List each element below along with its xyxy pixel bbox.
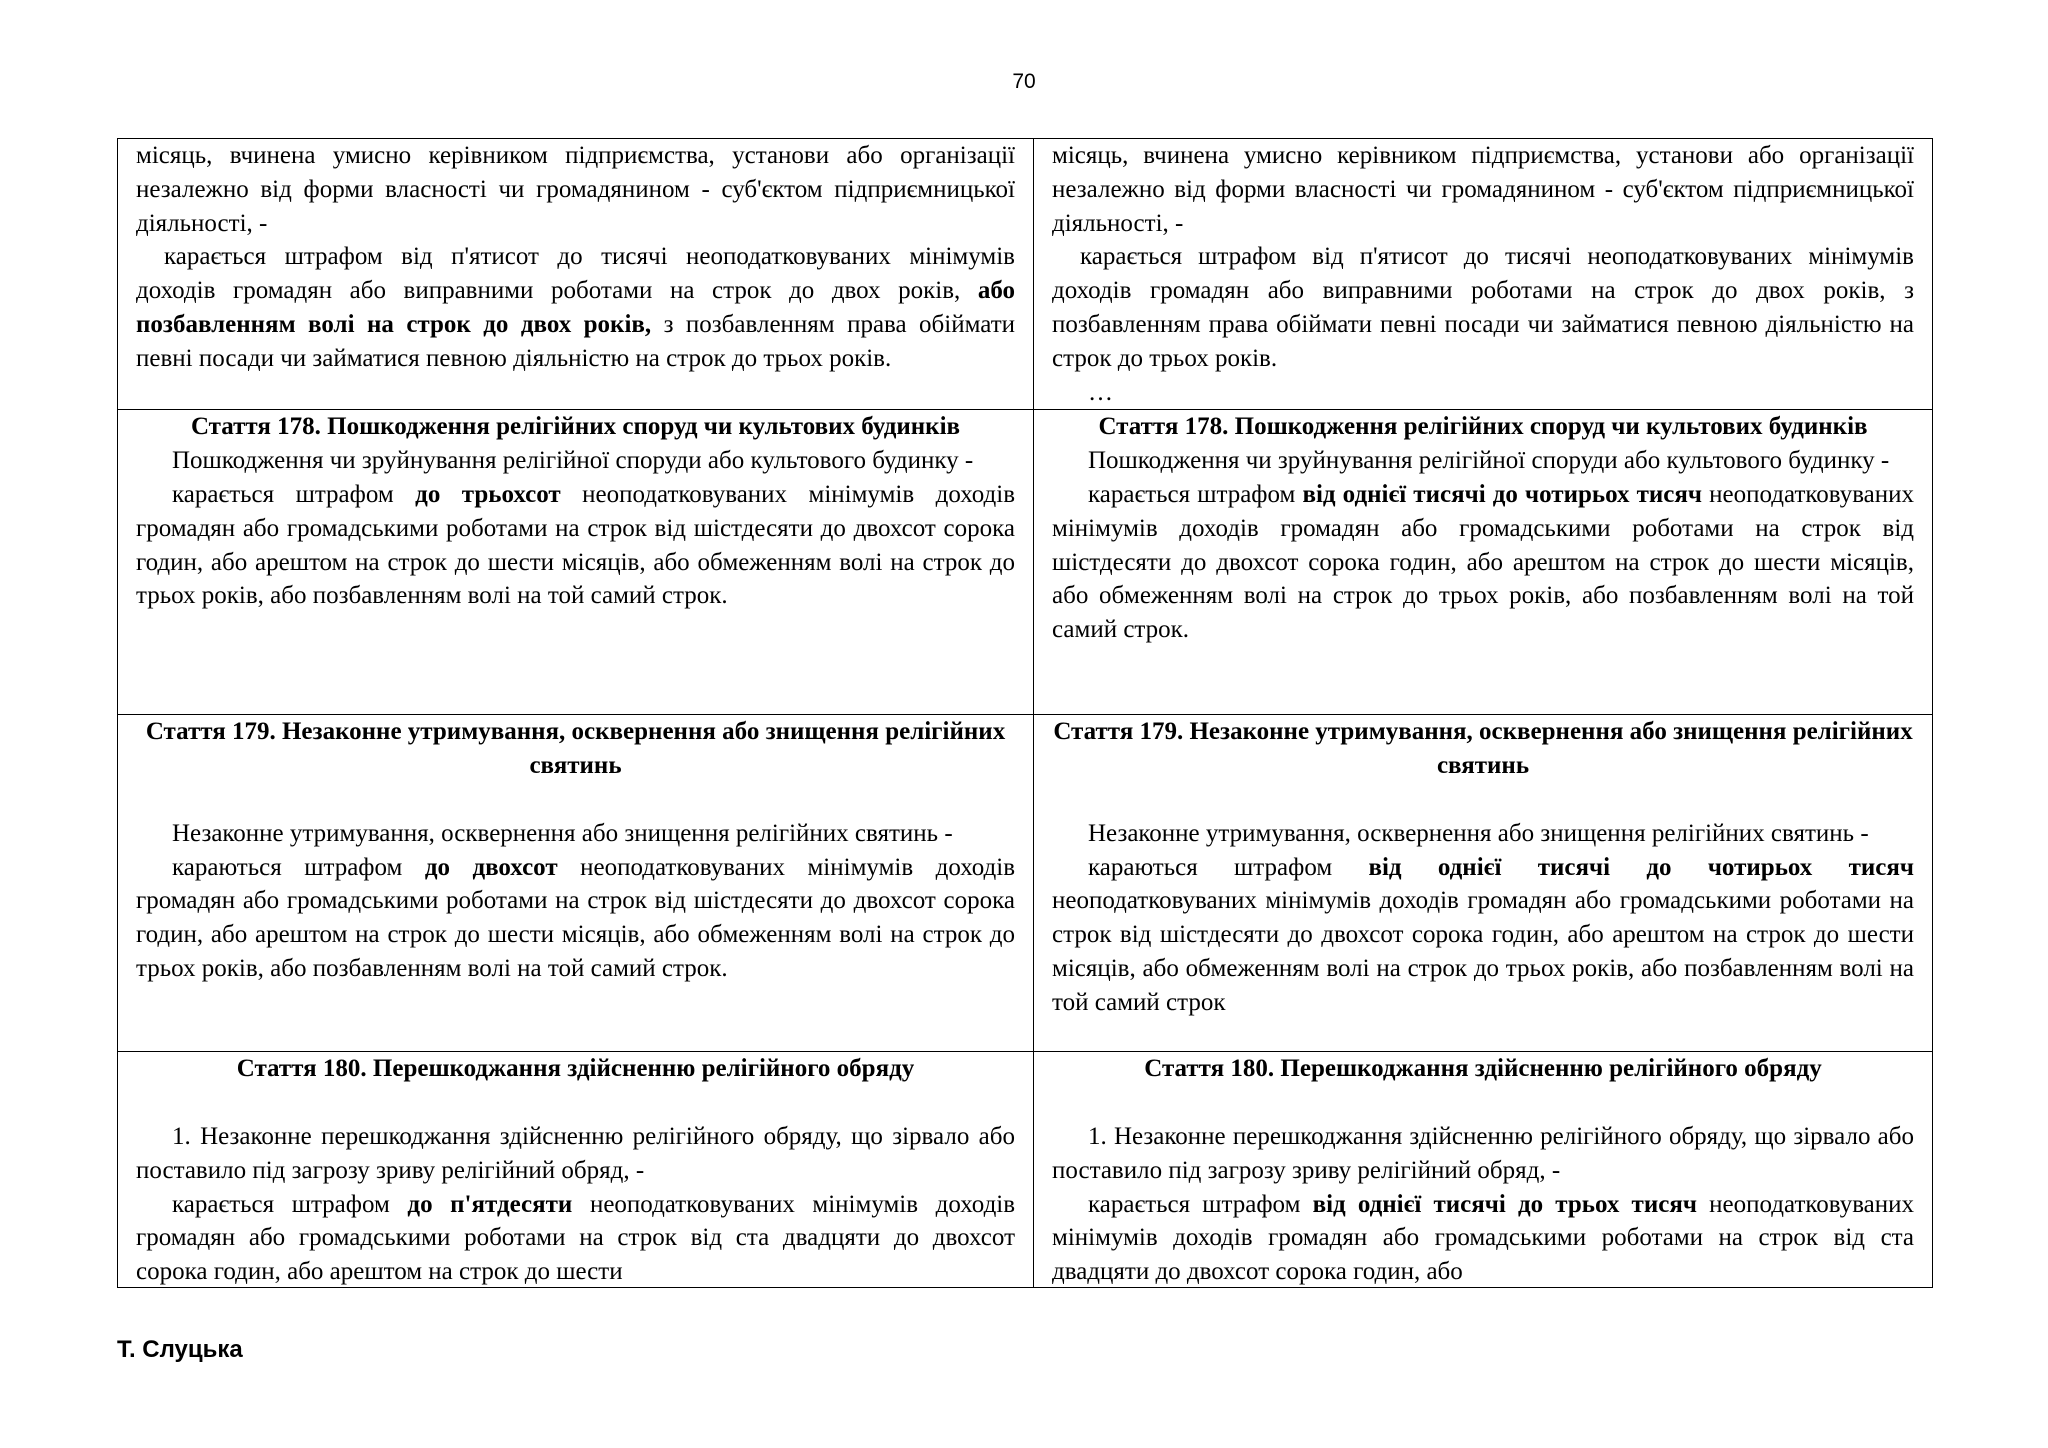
right-cell: [1034, 715, 1933, 1052]
text-run: неоподатковуваних мінімумів доходів громадян або громадськими роботами на строк від ста двадцяти до двохсот сорока годин, або арештом на строк до шести: [136, 1190, 1015, 1286]
bold-text: від однієї тисячі до трьох тисяч: [1312, 1190, 1697, 1218]
paragraph: Пошкодження чи зруйнування релігійної споруди або культового будинку -: [172, 447, 974, 475]
author-signature: Т. Слуцька: [117, 1336, 243, 1363]
text-run: неоподатковуваних мінімумів доходів громадян або громадськими роботами на строк від шістдесяти до двохсот сорока годин, або арештом на строк до шести місяців, або обмеженням волі на строк до трьох років, або позбавленням волі на той самий строк.: [136, 480, 1016, 610]
left-cell: [118, 139, 1034, 410]
spacer: [136, 783, 1015, 817]
spacer: [136, 1086, 1015, 1120]
left-cell: [118, 1052, 1034, 1288]
text-run: неоподатковуваних мінімумів доходів громадян або громадськими роботами на строк від шістдесяти до двохсот сорока годин, або арештом на строк до шести місяців, або обмеженням волі на строк до трьох років, або позбавленням волі на той самий строк: [1052, 887, 1914, 1016]
paragraph: [136, 1188, 1015, 1287]
text-run: неоподатковуваних мінімумів доходів громадян або громадськими роботами на строк від шістдесяти до двохсот сорока годин, або арештом на строк до шести місяців, або обмеженням волі на строк до трьох років, або позбавленням волі на той самий строк.: [136, 853, 1016, 982]
table-row: [118, 410, 1933, 715]
cell-clip: [136, 1052, 1015, 1286]
paragraph: карається штрафом від п'ятисот до тисячі неоподатковуваних мінімумів доходів громадян або виправними роботами на строк до двох років, з позбавленням права обіймати певні посади чи займатися певною діяльністю на строк до трьох років.: [1052, 243, 1914, 372]
paragraph: [136, 478, 1015, 613]
spacer: [1052, 783, 1914, 817]
paragraph: [136, 851, 1015, 986]
page-number: 70: [1012, 70, 1036, 93]
paragraph: [1052, 851, 1914, 1020]
article-title: Стаття 180. Перешкоджання здійсненню релігійного обряду: [1144, 1055, 1822, 1083]
left-cell: [118, 410, 1034, 715]
text-run: карається штрафом: [172, 1190, 390, 1218]
table-row: [118, 139, 1933, 410]
spacer: [1052, 1086, 1914, 1120]
article-title: Стаття 179. Незаконне утримування, осквернення або знищення релігійних святинь: [1053, 718, 1913, 780]
comparison-table: [117, 138, 1933, 1288]
article-title: Стаття 180. Перешкоджання здійсненню релігійного обряду: [236, 1055, 915, 1083]
article-title: Стаття 179. Незаконне утримування, осквернення або знищення релігійних святинь: [145, 718, 1006, 780]
paragraph: 1. Незаконне перешкоджання здійсненню релігійного обряду, що зірвало або поставило під загрозу зриву релігійний обряд, -: [136, 1122, 1015, 1184]
table-row: [118, 715, 1933, 1052]
paragraph: Пошкодження чи зруйнування релігійної споруди або культового будинку -: [1088, 447, 1890, 475]
bold-text: від однієї тисячі до чотирьох тисяч: [1368, 853, 1915, 881]
bold-text: до трьохсот: [415, 480, 561, 508]
text-run: неоподатковуваних мінімумів доходів громадян або громадськими роботами на строк від ста двадцяти до двохсот сорока годин, або: [1052, 1190, 1914, 1286]
paragraph: [1052, 478, 1914, 647]
paragraph: Незаконне утримування, осквернення або знищення релігійних святинь -: [172, 819, 953, 847]
article-title: Стаття 178. Пошкодження релігійних споруд чи культових будинків: [190, 413, 961, 441]
text-run: з позбавленням права обіймати певні посади чи займатися певною діяльністю на строк до трьох років.: [136, 310, 1016, 372]
text-run: карається штрафом: [1088, 480, 1296, 508]
paragraph: Незаконне утримування, осквернення або знищення релігійних святинь -: [1088, 819, 1869, 847]
bold-text: від однієї тисячі до чотирьох тисяч: [1302, 480, 1703, 508]
table-row: [118, 1052, 1933, 1288]
text-run: карається штрафом: [172, 480, 394, 508]
right-cell: [1034, 139, 1933, 410]
text-run: караються штрафом: [172, 853, 403, 881]
bold-text: до п'ятдесяти: [407, 1190, 573, 1218]
text-run: карається штрафом: [1088, 1190, 1301, 1218]
bold-text: або позбавленням волі на строк до двох років,: [136, 277, 1015, 338]
right-cell: [1034, 1052, 1933, 1288]
text-run: карається штрафом від п'ятисот до тисячі неоподатковуваних мінімумів доходів громадян або виправними роботами на строк до двох років,: [136, 243, 1015, 305]
text-run: караються штрафом: [1088, 853, 1333, 881]
paragraph: [136, 240, 1015, 375]
text-run: неоподатковуваних мінімумів доходів громадян або громадськими роботами на строк від шістдесяти до двохсот сорока годин, або арештом на строк до шести місяців, або обмеженням волі на строк до трьох років, або позбавленням волі на той самий строк.: [1052, 480, 1915, 644]
paragraph: [1052, 1188, 1914, 1287]
right-cell: [1034, 410, 1933, 715]
paragraph: місяць, вчинена умисно керівником підприємства, установи або організації незалежно від форми власності чи громадянином - суб'єктом підприємницької діяльності, -: [1052, 142, 1914, 237]
paragraph: 1. Незаконне перешкоджання здійсненню релігійного обряду, що зірвало або поставило під загрозу зриву релігійний обряд, -: [1052, 1122, 1914, 1184]
cell-clip: [1052, 1052, 1914, 1286]
paragraph: місяць, вчинена умисно керівником підприємства, установи або організації незалежно від форми власності чи громадянином - суб'єктом підприємницької діяльності, -: [136, 142, 1015, 237]
article-title: Стаття 178. Пошкодження релігійних споруд чи культових будинків: [1098, 413, 1868, 441]
bold-text: до двохсот: [424, 853, 558, 881]
ellipsis: …: [1088, 378, 1113, 406]
left-cell: [118, 715, 1034, 1052]
